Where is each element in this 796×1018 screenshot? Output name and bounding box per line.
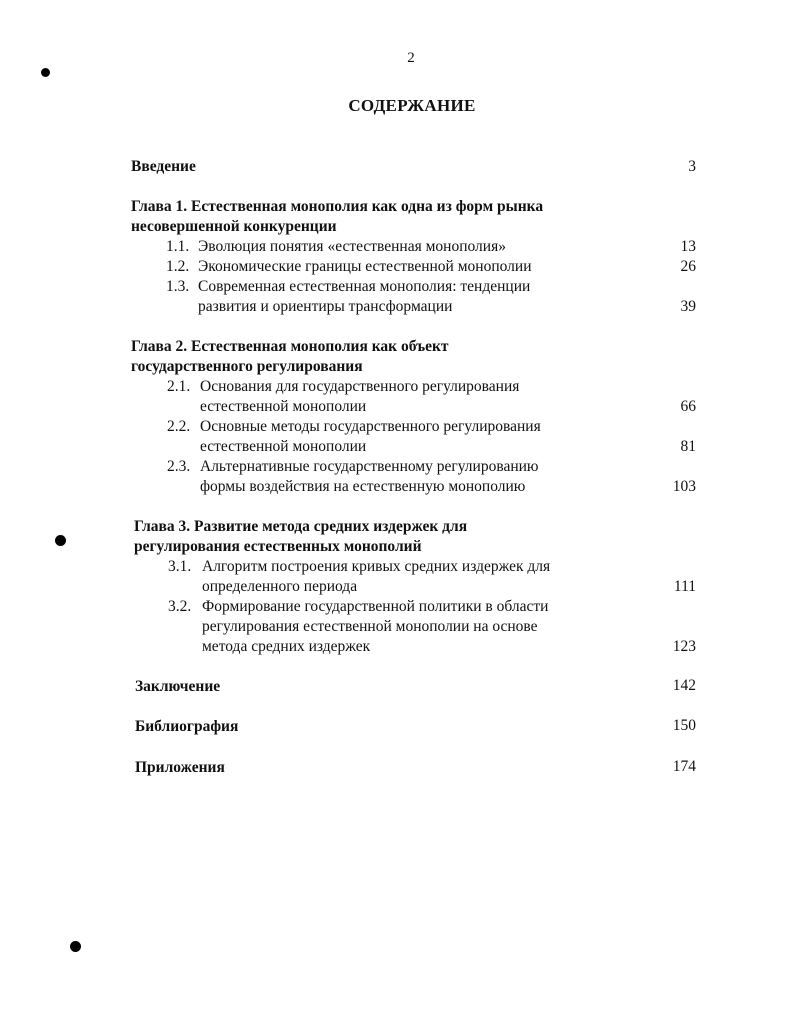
toc-conclusion-page: 142 [672, 677, 696, 694]
section-3-2-title-line1: Формирование государственной политики в области [202, 598, 549, 615]
toc-bibliography-page: 150 [672, 717, 696, 734]
section-3-2-number: 3.2. [168, 598, 192, 615]
section-1-2-number: 1.2. [166, 258, 190, 275]
scan-dot [41, 68, 50, 77]
section-2-3-title-line1: Альтернативные государственному регулированию [200, 458, 539, 475]
section-3-2-title-line2: регулирования естественной монополии на основе [202, 618, 538, 635]
chapter2-heading-line1: Глава 2. Естественная монополия как объект [131, 338, 449, 355]
toc-intro-page: 3 [688, 158, 696, 175]
section-1-2-page: 26 [680, 258, 696, 275]
section-3-2-title-line3: метода средних издержек [202, 638, 371, 655]
toc-appendices-page: 174 [672, 758, 696, 775]
section-1-3-page: 39 [680, 298, 696, 315]
chapter1-heading-line2: несовершенной конкуренции [131, 218, 337, 235]
toc-conclusion-label: Заключение [135, 678, 221, 695]
section-2-2-title-line1: Основные методы государственного регулирования [200, 418, 541, 435]
section-1-3-title-line1: Современная естественная монополия: тенденции [198, 278, 531, 295]
section-3-1-number: 3.1. [168, 558, 192, 575]
scan-dot [70, 941, 81, 952]
chapter3-heading-line1: Глава 3. Развитие метода средних издержек для [134, 518, 468, 535]
section-1-3-number: 1.3. [166, 278, 190, 295]
toc-intro-label: Введение [131, 158, 196, 175]
section-1-1-page: 13 [680, 238, 696, 255]
section-2-3-title-line2: формы воздействия на естественную монополию [200, 478, 526, 495]
section-1-1-title: Эволюция понятия «естественная монополия» [198, 238, 506, 255]
section-3-1-page: 111 [673, 578, 696, 595]
section-1-1-number: 1.1. [166, 238, 190, 255]
page-number: 2 [407, 50, 415, 66]
section-2-1-number: 2.1. [167, 378, 191, 395]
section-2-1-page: 66 [680, 398, 696, 415]
section-3-1-title-line2: определенного периода [202, 578, 358, 595]
section-2-1-title-line1: Основания для государственного регулирования [200, 378, 520, 395]
section-2-2-title-line2: естественной монополии [200, 438, 367, 455]
section-3-1-title-line1: Алгоритм построения кривых средних издержек для [202, 558, 551, 575]
chapter3-heading-line2: регулирования естественных монополий [134, 538, 422, 555]
toc-appendices-label: Приложения [135, 759, 225, 776]
section-1-3-title-line2: развития и ориентиры трансформации [198, 298, 453, 315]
section-2-2-page: 81 [680, 438, 696, 455]
section-2-2-number: 2.2. [167, 418, 191, 435]
chapter2-heading-line2: государственного регулирования [131, 358, 363, 375]
section-1-2-title: Экономические границы естественной монополии [198, 258, 532, 275]
section-2-1-title-line2: естественной монополии [200, 398, 367, 415]
page-title: СОДЕРЖАНИЕ [348, 96, 476, 115]
section-3-2-page: 123 [672, 638, 696, 655]
chapter1-heading-line1: Глава 1. Естественная монополия как одна из форм рынка [131, 198, 544, 215]
toc-bibliography-label: Библиография [135, 718, 239, 735]
section-2-3-page: 103 [672, 478, 696, 495]
scan-dot [55, 535, 66, 546]
section-2-3-number: 2.3. [167, 458, 191, 475]
